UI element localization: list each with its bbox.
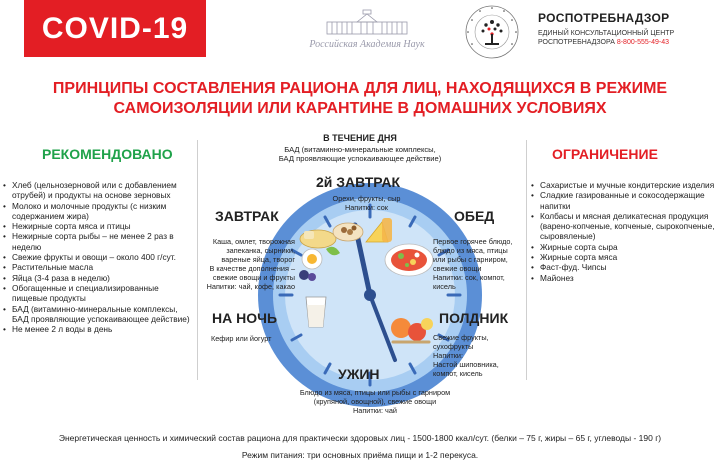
meal-lunch-title: ОБЕД xyxy=(454,208,495,224)
meal-line: кисель xyxy=(433,282,456,291)
covid-banner xyxy=(24,0,206,57)
meal-line: свежие овощи и фрукты xyxy=(212,273,295,282)
meal-line: Орехи, фрукты, сыр xyxy=(332,194,401,203)
meal-line: блюдо из мяса, птицы xyxy=(433,246,508,255)
list-item: • Нежирные сорта рыбы – не менее 2 раз в неделю xyxy=(2,231,194,252)
meal-line: Напитки: xyxy=(433,351,463,360)
meal-line: Настой шиповника, xyxy=(433,360,499,369)
list-item: • Сладкие газированные и сокосодержащие напитки xyxy=(530,190,720,211)
regime-note: Режим питания: три основных приёма пищи и 1-2 перекуса. xyxy=(241,450,479,460)
right-divider xyxy=(526,140,527,380)
meal-snack-text xyxy=(433,333,523,378)
meal-line: Напитки: сок xyxy=(344,203,388,212)
meal-dinner-title: УЖИН xyxy=(338,366,380,382)
list-item: • Жирные сорта мяса xyxy=(530,252,720,262)
meal-line: Свежие фрукты, xyxy=(433,333,489,342)
during-day-line2: БАД проявляющие успокаивающее действие) xyxy=(278,154,442,163)
list-item: • Растительные масла xyxy=(2,262,194,272)
academy-building-icon xyxy=(317,8,417,36)
ran-label: Российская Академия Наук xyxy=(309,39,425,50)
meal-snack-title: ПОЛДНИК xyxy=(439,310,509,326)
meal-line: вареные яйца, творог xyxy=(221,255,295,264)
meal-line: сухофрукты xyxy=(433,342,474,351)
rpn-phone: 8-800-555-49-43 xyxy=(616,39,669,46)
during-day-line1: БАД (витаминно-минеральные комплексы, xyxy=(284,145,436,154)
meal-breakfast2-text xyxy=(324,194,409,212)
main-title xyxy=(0,79,720,119)
meal-line: Напитки: сок, компот, xyxy=(433,273,505,282)
rpn-line1: ЕДИНЫЙ КОНСУЛЬТАЦИОННЫЙ ЦЕНТР xyxy=(538,30,675,37)
meal-lunch-text xyxy=(433,237,525,291)
rpn-line2: РОСПОТРЕБНАДЗОРА xyxy=(538,39,615,46)
during-day-text xyxy=(0,145,720,163)
meal-line: Кефир или йогурт xyxy=(211,334,272,343)
meal-line: свежие овощи xyxy=(433,264,482,273)
list-item: • Колбасы и мясная деликатесная продукция (варено-копченые, копченые, сырокопченые, сыровяленые) xyxy=(530,211,720,242)
snack-food-illustration xyxy=(387,310,437,348)
meal-line: или рыбы с гарниром, xyxy=(433,255,508,264)
rpn-subtitle xyxy=(538,29,674,47)
list-item: • Нежирные сорта мяса и птицы xyxy=(2,221,194,231)
list-item: • Не менее 2 л воды в день xyxy=(2,324,194,334)
institute-seal xyxy=(464,4,520,60)
meal-line: Каша, омлет, творожная xyxy=(212,237,295,246)
energy-note: Энергетическая ценность и химический состав рациона для практически здоровых лиц - 1500-1800 ккал/сут. (белки – 75 г, жиры – 65 г, углеводы - 190 г) xyxy=(58,433,662,443)
list-item: • Яйца (3-4 раза в неделю) xyxy=(2,273,194,283)
list-item: • Молоко и молочные продукты (с низким содержанием жира) xyxy=(2,201,194,222)
ran-logo xyxy=(282,8,452,52)
meal-night-text xyxy=(211,334,272,343)
list-item: • Фаст-фуд. Чипсы xyxy=(530,262,720,272)
meal-breakfast-title: ЗАВТРАК xyxy=(215,208,279,224)
list-item: • БАД (витаминно-минеральные комплексы, БАД проявляющие успокаивающее действие) xyxy=(2,304,194,325)
meal-line: Блюдо из мяса, птицы или рыбы с гарниром xyxy=(299,388,451,397)
recommended-heading: РЕКОМЕНДОВАНО xyxy=(42,146,173,162)
list-item: • Обогащенные и специализированные пищевые продукты xyxy=(2,283,194,304)
meal-dinner-text xyxy=(270,388,480,415)
meal-line: компот, кисель xyxy=(433,369,483,378)
during-day-heading: В ТЕЧЕНИЕ ДНЯ xyxy=(323,133,397,143)
lunch-food-illustration xyxy=(383,238,435,282)
meal-line: (крупяной, овощной), свежие овощи xyxy=(313,397,437,406)
limitation-list xyxy=(530,180,720,283)
title-line2: САМОИЗОЛЯЦИИ ИЛИ КАРАНТИНЕ В ДОМАШНИХ УСЛОВИЯХ xyxy=(113,100,607,117)
left-divider xyxy=(197,140,198,380)
meal-line: В качестве дополнения – xyxy=(209,264,295,273)
meal-line: Первое горячее блюдо, xyxy=(433,237,513,246)
limitation-heading: ОГРАНИЧЕНИЕ xyxy=(552,146,658,162)
list-item: • Свежие фрукты и овощи – около 400 г/сут. xyxy=(2,252,194,262)
rpn-title: РОСПОТРЕБНАДЗОР xyxy=(538,11,670,25)
list-item: • Хлеб (цельнозерновой или с добавлением отрубей) и продукты на основе зерновых xyxy=(2,180,194,201)
recommended-list xyxy=(2,180,194,334)
list-item: • Майонез xyxy=(530,273,720,283)
list-item: • Жирные сорта сыра xyxy=(530,242,720,252)
meal-breakfast-text xyxy=(203,237,295,291)
covid-label: COVID-19 xyxy=(41,11,189,45)
meal-line: Напитки: чай xyxy=(353,406,397,415)
meal-night-title: НА НОЧЬ xyxy=(212,310,278,326)
kefir-glass-illustration xyxy=(300,295,332,329)
meal-line: Напитки: чай, кофе, какао xyxy=(206,282,295,291)
title-line1: ПРИНЦИПЫ СОСТАВЛЕНИЯ РАЦИОНА ДЛЯ ЛИЦ, НАХОДЯЩИХСЯ В РЕЖИМЕ xyxy=(52,80,668,97)
meal-line: запеканка, сырники, xyxy=(226,246,295,255)
list-item: • Сахаристые и мучные кондитерские изделия xyxy=(530,180,720,190)
meal-breakfast2-title: 2й ЗАВТРАК xyxy=(316,174,401,190)
